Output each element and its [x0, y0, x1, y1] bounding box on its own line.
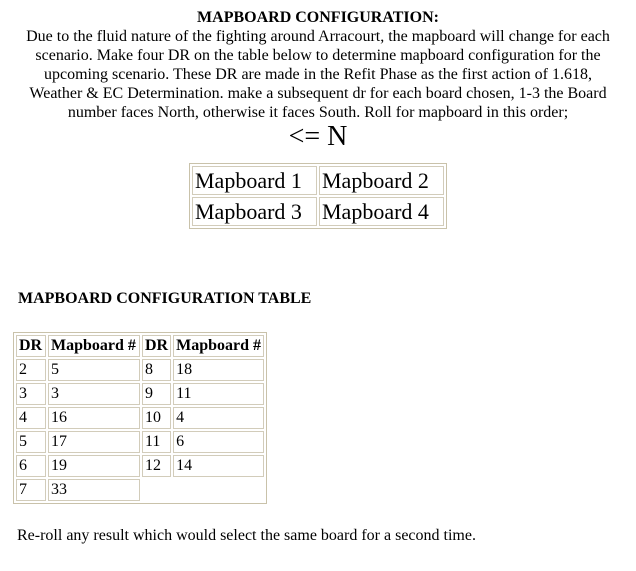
table-row	[16, 383, 264, 405]
dr-cell: 9	[142, 383, 171, 405]
table-row	[16, 479, 264, 501]
mapboard-grid-table	[189, 163, 447, 229]
footnote-text: Re-roll any result which would select the same board for a second time.	[17, 527, 476, 544]
intro-line: number faces North, otherwise it faces South. Roll for mapboard in this order;	[67, 104, 569, 121]
grid-cell-mapboard-4: Mapboard 4	[319, 197, 444, 226]
table-row	[16, 359, 264, 381]
mapboard-cell: 6	[173, 431, 264, 453]
intro-paragraph	[0, 27, 636, 122]
intro-line: Weather & EC Determination. make a subsequent dr for each board chosen, 1-3 the Board	[29, 85, 607, 102]
dr-cell: 4	[16, 407, 46, 429]
config-header-row	[16, 335, 264, 357]
mapboard-cell: 5	[48, 359, 140, 381]
grid-cell-mapboard-2: Mapboard 2	[319, 166, 444, 195]
mapboard-cell: 11	[173, 383, 264, 405]
mapboard-cell: 18	[173, 359, 264, 381]
grid-row	[192, 197, 444, 226]
dr-cell: 8	[142, 359, 171, 381]
table-row	[16, 431, 264, 453]
column-header-mapboard: Mapboard #	[173, 335, 264, 357]
dr-cell: 7	[16, 479, 46, 501]
dr-cell: 3	[16, 383, 46, 405]
column-header-mapboard: Mapboard #	[48, 335, 140, 357]
grid-cell-mapboard-3: Mapboard 3	[192, 197, 317, 226]
mapboard-cell: 3	[48, 383, 140, 405]
mapboard-cell: 33	[48, 479, 140, 501]
dr-cell: 5	[16, 431, 46, 453]
intro-line: scenario. Make four DR on the table below to determine mapboard configuration for the	[35, 47, 601, 64]
column-header-dr: DR	[16, 335, 46, 357]
table-row	[16, 455, 264, 477]
intro-line: Due to the fluid nature of the fighting around Arracourt, the mapboard will change for each	[26, 28, 610, 45]
dr-cell: 10	[142, 407, 171, 429]
config-table-heading: MAPBOARD CONFIGURATION TABLE	[18, 290, 312, 307]
formula-text: <= N	[288, 121, 348, 152]
grid-cell-mapboard-1: Mapboard 1	[192, 166, 317, 195]
dr-cell: 6	[16, 455, 46, 477]
mapboard-cell: 19	[48, 455, 140, 477]
page-title: MAPBOARD CONFIGURATION:	[197, 9, 439, 26]
dr-cell: 11	[142, 431, 171, 453]
document-page	[0, 8, 636, 545]
dr-cell: 12	[142, 455, 171, 477]
mapboard-cell: 16	[48, 407, 140, 429]
dr-cell: 2	[16, 359, 46, 381]
config-table	[13, 332, 267, 504]
mapboard-cell: 17	[48, 431, 140, 453]
grid-row	[192, 166, 444, 195]
intro-line: upcoming scenario. These DR are made in the Refit Phase as the first action of 1.618,	[44, 66, 592, 83]
table-row	[16, 407, 264, 429]
mapboard-cell: 4	[173, 407, 264, 429]
column-header-dr: DR	[142, 335, 171, 357]
mapboard-cell: 14	[173, 455, 264, 477]
